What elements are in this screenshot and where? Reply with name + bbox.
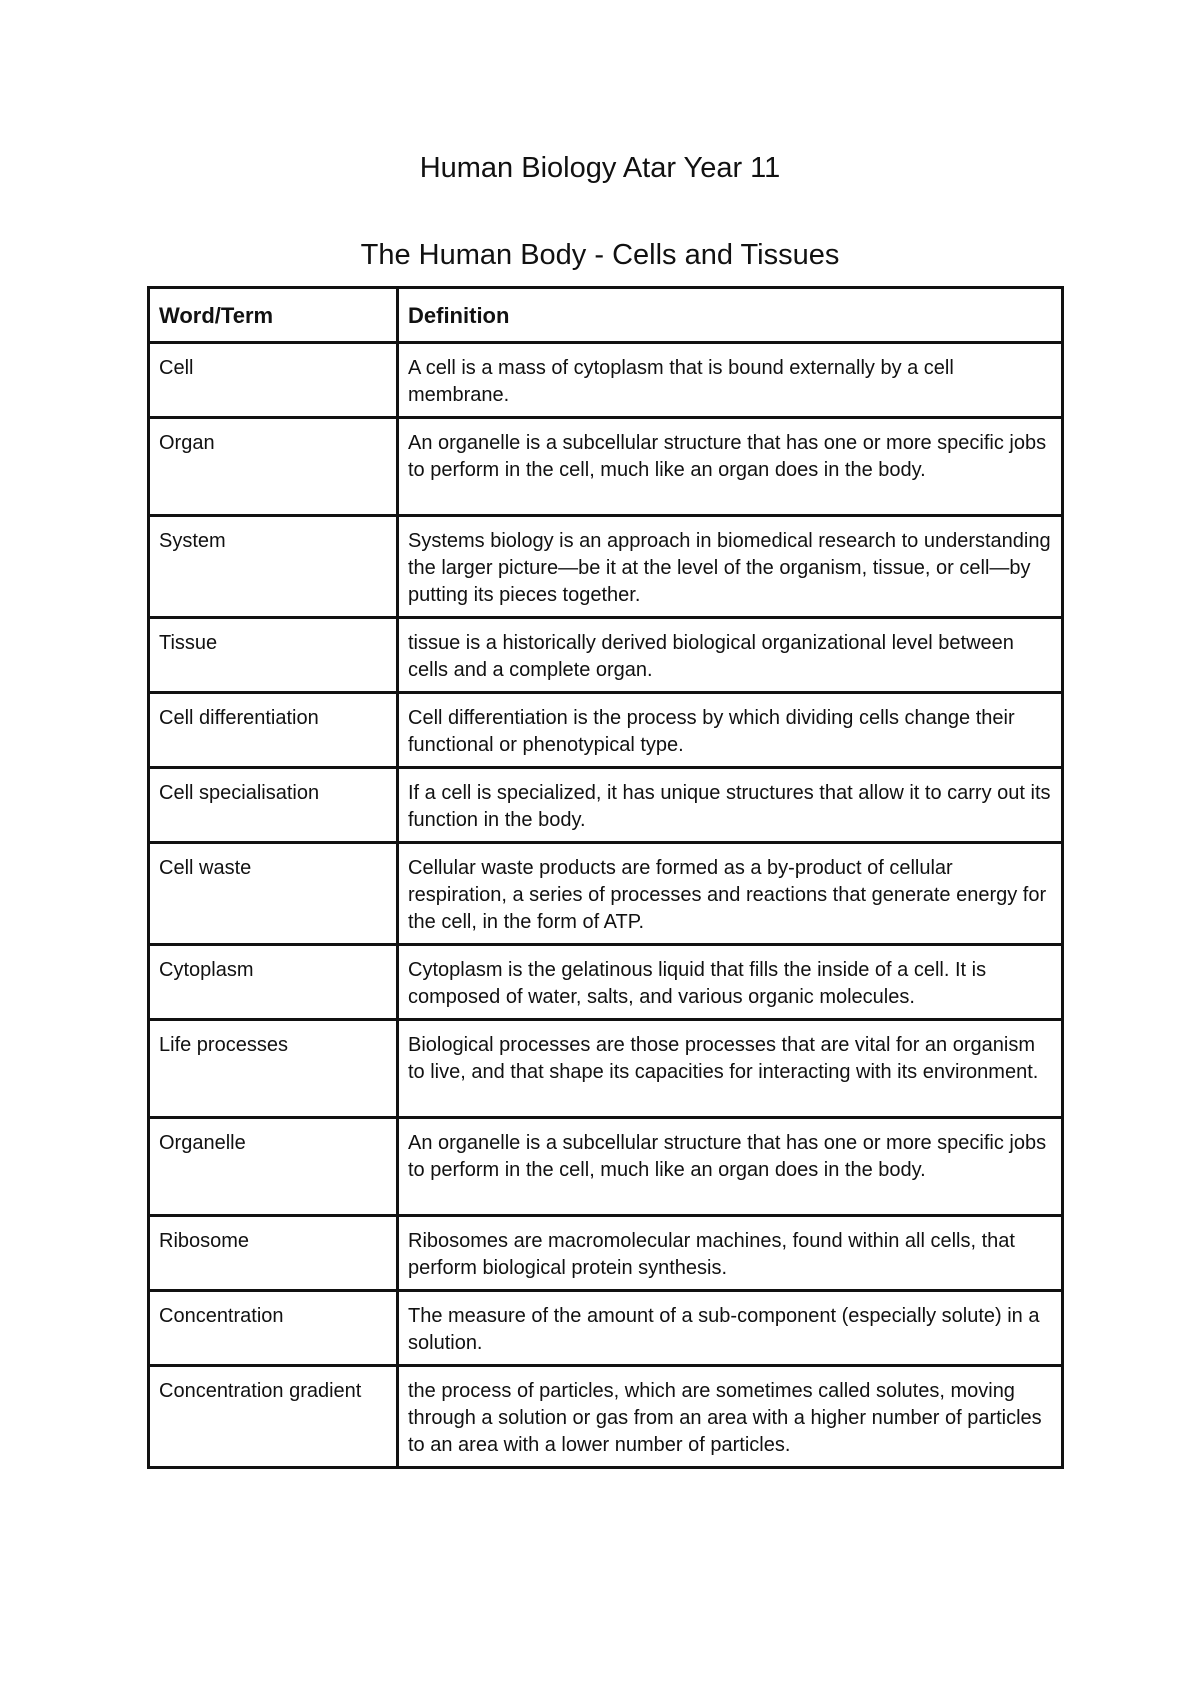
term-cell: Cell differentiation: [149, 693, 398, 768]
term-cell: Ribosome: [149, 1216, 398, 1291]
definition-cell: the process of particles, which are sometimes called solutes, moving through a solution or gas from an area with a higher number of particles to an area with a lower number of particles.: [398, 1366, 1063, 1468]
glossary-table: [147, 286, 1064, 1469]
definition-cell: The measure of the amount of a sub-component (especially solute) in a solution.: [398, 1291, 1063, 1366]
definition-cell: tissue is a historically derived biological organizational level between cells and a complete organ.: [398, 618, 1063, 693]
definition-cell: Cellular waste products are formed as a by-product of cellular respiration, a series of processes and reactions that generate energy for the cell, in the form of ATP.: [398, 843, 1063, 945]
term-cell: Tissue: [149, 618, 398, 693]
header-term: Word/Term: [149, 288, 398, 343]
term-cell: Cytoplasm: [149, 945, 398, 1020]
term-cell: Organelle: [149, 1118, 398, 1216]
definition-cell: Ribosomes are macromolecular machines, found within all cells, that perform biological protein synthesis.: [398, 1216, 1063, 1291]
definition-cell: An organelle is a subcellular structure that has one or more specific jobs to perform in the cell, much like an organ does in the body.: [398, 1118, 1063, 1216]
term-cell: Organ: [149, 418, 398, 516]
definition-cell: If a cell is specialized, it has unique structures that allow it to carry out its function in the body.: [398, 768, 1063, 843]
table-row: [149, 1020, 1063, 1118]
term-cell: Cell waste: [149, 843, 398, 945]
definition-cell: Biological processes are those processes that are vital for an organism to live, and that shape its capacities for interacting with its environment.: [398, 1020, 1063, 1118]
table-row: [149, 516, 1063, 618]
table-row: [149, 343, 1063, 418]
definition-cell: An organelle is a subcellular structure that has one or more specific jobs to perform in the cell, much like an organ does in the body.: [398, 418, 1063, 516]
table-row: [149, 693, 1063, 768]
table-header-row: [149, 288, 1063, 343]
definition-cell: Cytoplasm is the gelatinous liquid that fills the inside of a cell. It is composed of water, salts, and various organic molecules.: [398, 945, 1063, 1020]
header-definition: Definition: [398, 288, 1063, 343]
table-row: [149, 1216, 1063, 1291]
table-row: [149, 768, 1063, 843]
table-row: [149, 945, 1063, 1020]
table-row: [149, 1366, 1063, 1468]
term-cell: Cell specialisation: [149, 768, 398, 843]
document-subtitle: The Human Body - Cells and Tissues: [360, 239, 840, 271]
table-row: [149, 618, 1063, 693]
term-cell: Life processes: [149, 1020, 398, 1118]
term-cell: Concentration gradient: [149, 1366, 398, 1468]
term-cell: System: [149, 516, 398, 618]
table-row: [149, 843, 1063, 945]
definition-cell: A cell is a mass of cytoplasm that is bound externally by a cell membrane.: [398, 343, 1063, 418]
table-row: [149, 1118, 1063, 1216]
table-row: [149, 418, 1063, 516]
table-row: [149, 1291, 1063, 1366]
term-cell: Cell: [149, 343, 398, 418]
document-title: Human Biology Atar Year 11: [419, 152, 781, 184]
definition-cell: Cell differentiation is the process by which dividing cells change their functional or phenotypical type.: [398, 693, 1063, 768]
term-cell: Concentration: [149, 1291, 398, 1366]
definition-cell: Systems biology is an approach in biomedical research to understanding the larger picture—be it at the level of the organism, tissue, or cell—by putting its pieces together.: [398, 516, 1063, 618]
